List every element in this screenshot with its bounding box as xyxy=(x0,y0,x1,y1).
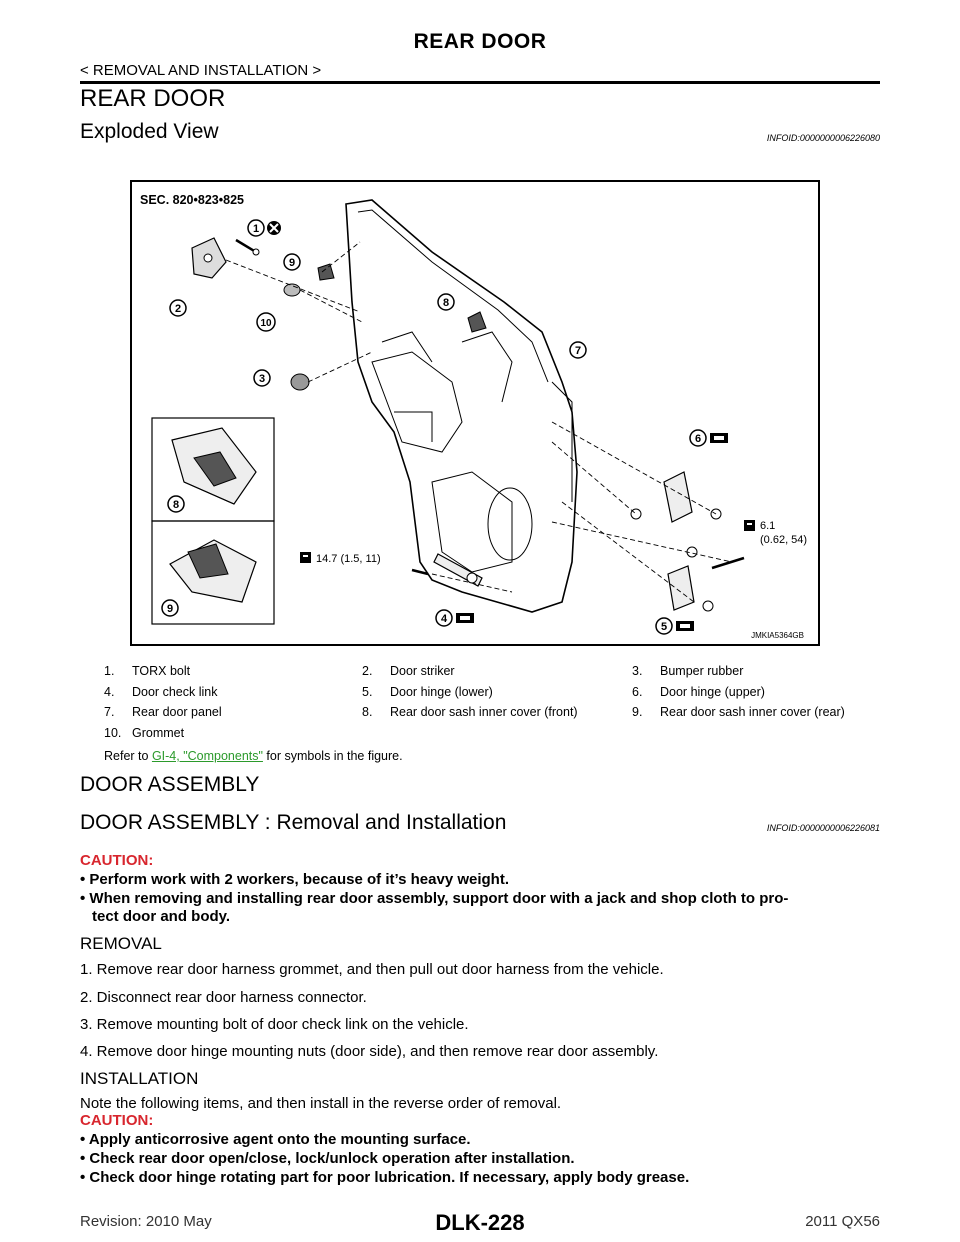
svg-text:3: 3 xyxy=(258,373,266,385)
legend-number xyxy=(362,726,390,747)
legend-row xyxy=(104,726,884,747)
door-hinge-lower-part xyxy=(668,558,744,611)
svg-text:4: 4 xyxy=(440,613,448,625)
callout-8 xyxy=(438,294,454,310)
reference-note: Refer to GI-4, "Components" for symbols in the figure. xyxy=(104,749,403,763)
legend-row xyxy=(104,685,884,706)
page-header-title: REAR DOOR xyxy=(413,30,547,53)
callout-6 xyxy=(690,430,706,446)
door-hinge-upper-part xyxy=(631,472,721,557)
legend-number: 7. xyxy=(104,705,115,719)
caution-label: CAUTION: xyxy=(80,852,154,869)
legend-number: 2. xyxy=(362,664,373,678)
legend-number: 3. xyxy=(632,664,643,678)
footer-page-number: DLK-228 xyxy=(435,1210,525,1235)
callout-4 xyxy=(436,610,452,626)
svg-text:8: 8 xyxy=(442,297,450,309)
legend-number: 1. xyxy=(104,664,115,678)
removal-step-2: 2. Disconnect rear door harness connector. xyxy=(80,989,367,1006)
callout-5 xyxy=(656,618,672,634)
svg-text:8: 8 xyxy=(172,499,180,511)
torque-label-1: 14.7 (1.5, 11) xyxy=(316,553,381,565)
header-rule xyxy=(80,81,880,84)
section-title: REAR DOOR xyxy=(80,85,226,112)
door-striker-part xyxy=(192,238,226,278)
torque-label-2-line2: (0.62, 54) xyxy=(760,534,808,546)
torque-icon-2 xyxy=(744,520,755,531)
svg-text:6: 6 xyxy=(694,433,702,445)
legend-number xyxy=(632,726,660,747)
torque-icon-1 xyxy=(300,552,311,563)
torque-label-2-line1: 6.1 xyxy=(760,520,776,532)
sash-cover-front-inset xyxy=(172,428,256,504)
figure-legend xyxy=(104,664,884,746)
legend-number: 5. xyxy=(362,684,373,699)
callout-2 xyxy=(170,300,186,316)
removal-step-1: 1. Remove rear door harness grommet, and then pull out door harness from the vehicle. xyxy=(80,961,664,978)
installation-caution-2: • Check rear door open/close, lock/unlock operation after installation. xyxy=(80,1150,575,1167)
subsection-title: Exploded View xyxy=(80,120,219,143)
grease-icon-6 xyxy=(710,433,728,443)
legend-label: TORX bolt xyxy=(132,664,191,678)
door-assembly-title: DOOR ASSEMBLY xyxy=(80,773,260,796)
legend-label: Rear door panel xyxy=(132,705,222,719)
callout-10 xyxy=(257,313,275,331)
caution-item-1: • Perform work with 2 workers, because of it’s heavy weight. xyxy=(80,871,509,888)
legend-number: 10. xyxy=(104,725,122,740)
sec-label: SEC. 820•823•825 xyxy=(140,193,244,207)
legend-label: Grommet xyxy=(132,725,185,740)
torx-bolt-part xyxy=(236,240,259,255)
callout-8-inset xyxy=(168,496,184,512)
callout-9-inset xyxy=(162,600,178,616)
removal-step-4: 4. Remove door hinge mounting nuts (door side), and then remove rear door assembly. xyxy=(80,1043,659,1060)
legend-label xyxy=(390,726,632,747)
caution-item-2: • When removing and installing rear door assembly, support door with a jack and shop cloth to pro- xyxy=(80,890,789,907)
footer-revision: Revision: 2010 May xyxy=(80,1213,212,1230)
removal-step-3: 3. Remove mounting bolt of door check link on the vehicle. xyxy=(80,1016,469,1033)
callout-9 xyxy=(284,254,300,270)
sash-cover-front-part xyxy=(468,312,486,332)
breadcrumb: < REMOVAL AND INSTALLATION > xyxy=(80,62,322,79)
infoid-exploded-view: INFOID:0000000006226080 xyxy=(766,133,880,143)
bumper-rubber-part xyxy=(291,374,309,390)
svg-text:10: 10 xyxy=(260,318,272,329)
svg-text:5: 5 xyxy=(660,621,668,633)
installation-title: INSTALLATION xyxy=(80,1069,199,1088)
do-not-reuse-icon xyxy=(267,221,281,235)
legend-label: Door hinge (lower) xyxy=(390,684,493,699)
removal-title: REMOVAL xyxy=(80,934,162,953)
legend-label: Rear door sash inner cover (front) xyxy=(390,705,578,719)
installation-caution-3: • Check door hinge rotating part for poor lubrication. If necessary, apply body grease. xyxy=(80,1169,690,1186)
svg-text:9: 9 xyxy=(166,603,174,615)
legend-label: Door hinge (upper) xyxy=(660,684,765,699)
door-assembly-subtitle: DOOR ASSEMBLY : Removal and Installation xyxy=(80,811,507,834)
gi4-components-link[interactable]: GI-4, "Components" xyxy=(151,749,263,763)
caution-item-2-cont: tect door and body. xyxy=(92,908,231,925)
svg-text:7: 7 xyxy=(574,345,582,357)
legend-label: Door check link xyxy=(132,684,218,699)
exploded-view-diagram xyxy=(132,182,818,644)
legend-number: 4. xyxy=(104,684,115,699)
infoid-door-assembly: INFOID:0000000006226081 xyxy=(766,823,880,833)
exploded-view-figure xyxy=(130,180,820,646)
legend-row xyxy=(104,664,884,685)
callout-7 xyxy=(570,342,586,358)
legend-label: Rear door sash inner cover (rear) xyxy=(660,705,845,719)
grease-icon-4 xyxy=(456,613,474,623)
svg-text:2: 2 xyxy=(174,303,182,315)
legend-number: 8. xyxy=(362,705,373,719)
installation-note: Note the following items, and then install in the reverse order of removal. xyxy=(80,1095,562,1112)
rear-door-panel-drawing xyxy=(346,200,577,612)
legend-number: 9. xyxy=(632,705,643,719)
callout-3 xyxy=(254,370,270,386)
svg-text:1: 1 xyxy=(252,223,260,235)
installation-caution-1: • Apply anticorrosive agent onto the mounting surface. xyxy=(80,1131,471,1148)
figure-id: JMKIA5364GB xyxy=(751,631,804,640)
grease-icon-5 xyxy=(676,621,694,631)
door-check-link-part xyxy=(412,554,482,586)
legend-label: Bumper rubber xyxy=(660,664,744,678)
sash-cover-rear-inset xyxy=(170,540,256,602)
grommet-part xyxy=(284,284,300,296)
legend-label xyxy=(660,726,884,747)
callout-1 xyxy=(248,220,264,236)
installation-caution-label: CAUTION: xyxy=(80,1112,154,1129)
legend-number: 6. xyxy=(632,684,643,699)
svg-text:9: 9 xyxy=(288,257,296,269)
legend-label: Door striker xyxy=(390,664,455,678)
footer-model: 2011 QX56 xyxy=(805,1213,880,1230)
legend-row xyxy=(104,705,884,726)
sash-cover-rear-part xyxy=(318,264,334,280)
